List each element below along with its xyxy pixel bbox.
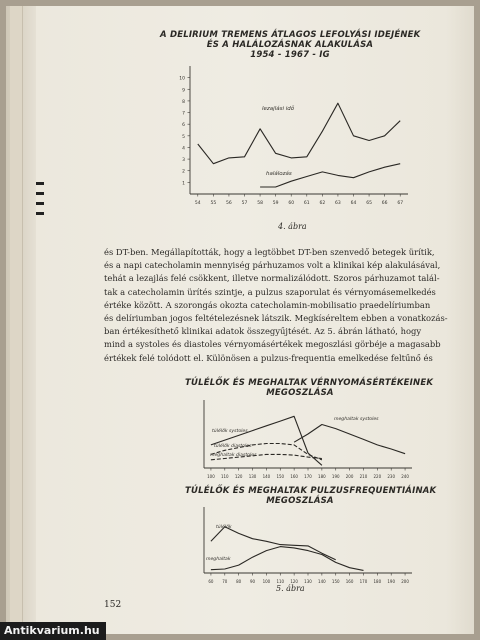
x-tick-label: 100 xyxy=(207,474,215,479)
figure2-title-line: TÚLÉLŐK ÉS MEGHALTAK VÉRNYOMÁSÉRTÉKEINEK xyxy=(185,378,434,388)
series-label: túlélők diastoles xyxy=(214,444,252,449)
y-tick-label: 7 xyxy=(182,111,185,117)
x-tick-label: 120 xyxy=(234,474,243,479)
x-tick-label: 130 xyxy=(248,474,257,479)
x-tick-label: 60 xyxy=(208,579,214,584)
x-tick-label: 240 xyxy=(401,474,409,479)
figure1-caption: 4. ábra xyxy=(278,222,307,231)
series-line xyxy=(211,527,336,560)
figure2-title-line: MEGOSZLÁSA xyxy=(266,388,334,398)
series-label: lezajlási idő xyxy=(262,106,295,112)
body-line: és a napi catecholamin mennyiség párhuzamos volt a klinikai kép alakulásával, xyxy=(104,260,441,271)
x-tick-label: 54 xyxy=(194,201,201,206)
x-tick-label: 160 xyxy=(290,474,298,479)
x-tick-label: 57 xyxy=(241,201,248,206)
figure1-title-line: A DELIRIUM TREMENS ÁTLAGOS LEFOLYÁSI IDEJÉNEK xyxy=(160,30,421,40)
x-tick-label: 180 xyxy=(373,579,382,584)
x-tick-label: 64 xyxy=(350,201,357,206)
series-label: meghaltak systoles xyxy=(334,417,379,422)
x-tick-label: 67 xyxy=(397,201,404,206)
x-tick-label: 55 xyxy=(210,201,217,206)
x-tick-label: 170 xyxy=(304,474,312,479)
x-tick-label: 140 xyxy=(318,579,326,584)
x-tick-label: 220 xyxy=(373,474,382,479)
x-tick-label: 80 xyxy=(236,579,242,584)
x-tick-label: 65 xyxy=(366,201,372,206)
y-tick-label: 5 xyxy=(182,134,185,140)
figure3-title-line: TÚLÉLŐK ÉS MEGHALTAK PULZUSFREQUENTIÁINAK xyxy=(185,486,437,496)
x-tick-label: 200 xyxy=(401,579,409,584)
x-tick-label: 110 xyxy=(220,474,229,479)
body-line: és delíriumban jogos feltételezésnek látszik. Megkíséreltem ebben a vonatkozás- xyxy=(104,313,448,324)
series-label: túlélők systoles xyxy=(212,429,248,434)
series-label: meghaltak diastoles xyxy=(210,453,257,458)
figure1-title-line: 1954 - 1967 - IG xyxy=(250,50,330,60)
x-tick-label: 70 xyxy=(222,579,228,584)
body-line: tehát a lezajlás felé csökkent, illetve normalizálódott. Szoros párhuzamot talál- xyxy=(104,273,440,284)
body-line: értékek felé tolódott el. Különösen a pulzus-frequentia emelkedése feltűnő és xyxy=(104,352,433,363)
x-tick-label: 56 xyxy=(226,201,232,206)
body-line: ban értékesíthető klinikai adatok összegyűjtését. Az 5. ábrán látható, hogy xyxy=(104,326,422,337)
watermark: Antikvarium.hu xyxy=(0,622,106,640)
page-number: 152 xyxy=(104,600,122,610)
x-tick-label: 230 xyxy=(387,474,396,479)
y-tick-label: 6 xyxy=(182,123,185,129)
x-tick-label: 59 xyxy=(272,201,279,206)
x-tick-label: 60 xyxy=(288,201,295,206)
x-tick-label: 150 xyxy=(331,579,340,584)
figure3-caption: 5. ábra xyxy=(276,584,305,593)
body-line: és DT-ben. Megállapították, hogy a legtöbbet DT-ben szenvedő betegek ürítik, xyxy=(104,247,435,257)
x-tick-label: 160 xyxy=(345,579,354,584)
x-tick-label: 100 xyxy=(262,579,271,584)
x-tick-label: 58 xyxy=(257,201,263,206)
y-tick-label: 4 xyxy=(182,146,185,152)
x-tick-label: 190 xyxy=(387,579,396,584)
figure1-title-line: ÉS A HALÁLOZÁSNAK ALAKULÁSA xyxy=(206,40,374,50)
x-tick-label: 61 xyxy=(303,201,310,206)
x-tick-label: 120 xyxy=(290,579,298,584)
x-tick-label: 140 xyxy=(262,474,271,479)
x-tick-label: 210 xyxy=(359,474,368,479)
x-tick-label: 200 xyxy=(345,474,354,479)
x-tick-label: 150 xyxy=(276,474,285,479)
x-tick-label: 63 xyxy=(335,201,341,206)
x-tick-label: 66 xyxy=(381,201,388,206)
y-tick-label: 3 xyxy=(182,158,185,164)
body-line: értéke között. A szorongás okozta catecholamin-mobilisatio praedelíriumban xyxy=(104,299,431,310)
x-tick-label: 110 xyxy=(276,579,285,584)
series-label: túlélők xyxy=(216,525,232,530)
x-tick-label: 90 xyxy=(249,579,256,584)
y-tick-label: 9 xyxy=(182,88,185,94)
x-tick-label: 62 xyxy=(319,201,326,206)
y-tick-label: 8 xyxy=(182,99,185,105)
series-label: meghaltak xyxy=(206,557,231,562)
x-tick-label: 170 xyxy=(359,579,368,584)
y-tick-label: 2 xyxy=(182,169,185,175)
y-tick-label: 1 xyxy=(182,181,185,187)
y-tick-label: 10 xyxy=(179,76,185,82)
x-tick-label: 130 xyxy=(304,579,312,584)
series-line xyxy=(211,547,364,571)
figure3-title-line: MEGOSZLÁSA xyxy=(266,496,334,506)
x-tick-label: 190 xyxy=(331,474,340,479)
x-tick-label: 180 xyxy=(318,474,326,479)
series-label: halálozás xyxy=(266,171,292,177)
body-line: tak a catecholamin ürítés szintje, a pulzus szaporulat és vérnyomásemelkedés xyxy=(104,286,436,297)
body-line: mind a systoles és diastoles vérnyomásértékek megoszlási görbéje a magasabb xyxy=(104,339,441,350)
